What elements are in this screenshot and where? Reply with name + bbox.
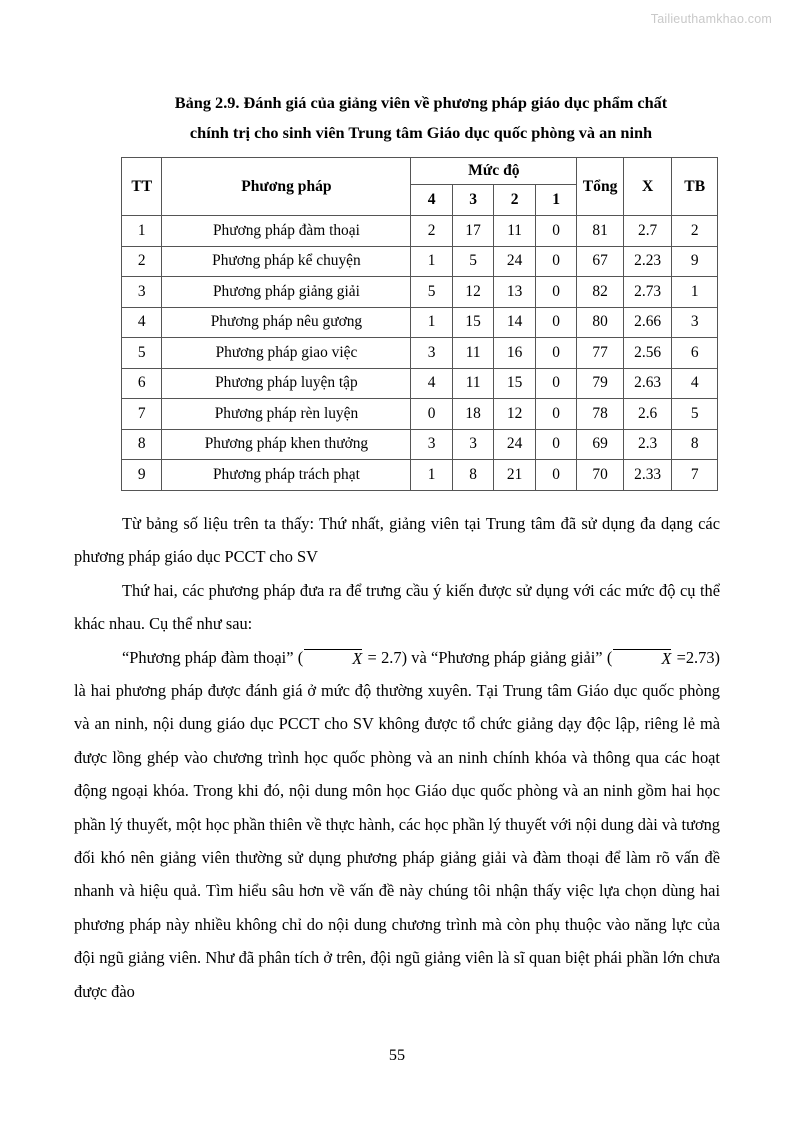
cell-method: Phương pháp giảng giải — [162, 277, 411, 308]
cell-level-2: 24 — [494, 429, 535, 460]
cell-rank: 8 — [672, 429, 718, 460]
header-level-1: 1 — [535, 185, 576, 216]
cell-method: Phương pháp trách phạt — [162, 460, 411, 491]
cell-level-3: 17 — [452, 216, 493, 247]
cell-rank: 2 — [672, 216, 718, 247]
cell-level-4: 3 — [411, 338, 452, 369]
cell-mean: 2.3 — [623, 429, 672, 460]
table-row — [122, 216, 718, 247]
cell-mean: 2.33 — [623, 460, 672, 491]
table-row — [122, 429, 718, 460]
cell-tt: 6 — [122, 368, 162, 399]
cell-level-2: 15 — [494, 368, 535, 399]
cell-level-1: 0 — [535, 338, 576, 369]
cell-rank: 3 — [672, 307, 718, 338]
cell-mean: 2.23 — [623, 246, 672, 277]
cell-method: Phương pháp đàm thoại — [162, 216, 411, 247]
paragraph-1: Từ bảng số liệu trên ta thấy: Thứ nhất, giảng viên tại Trung tâm đã sử dụng đa dạng các phương pháp giáo dục PCCT cho SV — [74, 514, 720, 567]
cell-total: 82 — [577, 277, 624, 308]
cell-level-4: 5 — [411, 277, 452, 308]
cell-level-4: 3 — [411, 429, 452, 460]
cell-mean: 2.63 — [623, 368, 672, 399]
table-header — [122, 158, 718, 216]
cell-tt: 4 — [122, 307, 162, 338]
cell-level-1: 0 — [535, 216, 576, 247]
header-level-group: Mức độ — [411, 158, 577, 185]
header-tt: TT — [122, 158, 162, 216]
header-level-4: 4 — [411, 185, 452, 216]
x-bar-symbol-1: X — [304, 649, 362, 667]
cell-mean: 2.6 — [623, 399, 672, 430]
table-row — [122, 338, 718, 369]
cell-level-2: 24 — [494, 246, 535, 277]
cell-level-3: 15 — [452, 307, 493, 338]
cell-level-2: 13 — [494, 277, 535, 308]
cell-method: Phương pháp nêu gương — [162, 307, 411, 338]
table-caption-line-2: chính trị cho sinh viên Trung tâm Giáo dục quốc phòng và an ninh — [189, 123, 653, 142]
cell-level-2: 11 — [494, 216, 535, 247]
table-row — [122, 307, 718, 338]
evaluation-table-container — [121, 157, 718, 491]
table-caption-line-1: Bảng 2.9. Đánh giá của giảng viên về phương pháp giáo dục phẩm chất — [174, 93, 668, 112]
cell-level-3: 18 — [452, 399, 493, 430]
cell-total: 81 — [577, 216, 624, 247]
cell-total: 78 — [577, 399, 624, 430]
table-row — [122, 246, 718, 277]
cell-method: Phương pháp khen thưởng — [162, 429, 411, 460]
header-level-2: 2 — [494, 185, 535, 216]
cell-total: 67 — [577, 246, 624, 277]
paragraph-3-segment-2: = 2.7) và “Phương pháp giảng giải” ( — [363, 647, 613, 667]
cell-level-4: 2 — [411, 216, 452, 247]
cell-level-1: 0 — [535, 460, 576, 491]
cell-level-2: 16 — [494, 338, 535, 369]
cell-rank: 6 — [672, 338, 718, 369]
cell-tt: 3 — [122, 277, 162, 308]
cell-rank: 5 — [672, 399, 718, 430]
cell-level-3: 3 — [452, 429, 493, 460]
cell-method: Phương pháp giao việc — [162, 338, 411, 369]
cell-method: Phương pháp luyện tập — [162, 368, 411, 399]
watermark-text: Tailieuthamkhao.com — [650, 12, 772, 26]
cell-rank: 7 — [672, 460, 718, 491]
cell-level-1: 0 — [535, 429, 576, 460]
table-body — [122, 216, 718, 491]
cell-level-4: 4 — [411, 368, 452, 399]
cell-mean: 2.66 — [623, 307, 672, 338]
cell-rank: 9 — [672, 246, 718, 277]
cell-rank: 1 — [672, 277, 718, 308]
header-mean: X — [623, 158, 672, 216]
header-rank: TB — [672, 158, 718, 216]
cell-level-4: 1 — [411, 460, 452, 491]
paragraph-2: Thứ hai, các phương pháp đưa ra để trưng cầu ý kiến được sử dụng với các mức độ cụ thể khác nhau. Cụ thể như sau: — [74, 580, 720, 634]
cell-tt: 8 — [122, 429, 162, 460]
cell-tt: 1 — [122, 216, 162, 247]
cell-level-3: 11 — [452, 368, 493, 399]
cell-method: Phương pháp kể chuyện — [162, 246, 411, 277]
cell-mean: 2.7 — [623, 216, 672, 247]
cell-level-4: 1 — [411, 246, 452, 277]
table-row — [122, 460, 718, 491]
cell-tt: 7 — [122, 399, 162, 430]
cell-total: 80 — [577, 307, 624, 338]
cell-level-3: 12 — [452, 277, 493, 308]
cell-level-2: 21 — [494, 460, 535, 491]
cell-level-3: 8 — [452, 460, 493, 491]
cell-tt: 2 — [122, 246, 162, 277]
cell-tt: 5 — [122, 338, 162, 369]
cell-level-3: 11 — [452, 338, 493, 369]
cell-rank: 4 — [672, 368, 718, 399]
header-total: Tổng — [577, 158, 624, 216]
cell-total: 70 — [577, 460, 624, 491]
cell-level-1: 0 — [535, 277, 576, 308]
cell-method: Phương pháp rèn luyện — [162, 399, 411, 430]
header-level-3: 3 — [452, 185, 493, 216]
body-text — [74, 507, 720, 1008]
page-number: 55 — [388, 1046, 406, 1064]
cell-tt: 9 — [122, 460, 162, 491]
cell-mean: 2.56 — [623, 338, 672, 369]
paragraph-3-segment-3: =2.73) là hai phương pháp được đánh giá ở mức độ thường xuyên. Tại Trung tâm Giáo dục quốc phòng và an ninh, nội dung giáo dục PCCT cho SV không được tổ chức giảng dạy độc lập, riêng lẻ mà được lồng ghép vào chương trình học quốc phòng và an ninh chính khóa và thông qua các hoạt động ngoại khóa. Trong khi đó, nội dung môn học Giáo dục quốc phòng và an ninh gồm hai học phần lý thuyết, một học phần thiên về thực hành, các học phần lý thuyết với nội dung dài và tương đối khó nên giảng viên thường sử dụng phương pháp giảng giải và đàm thoại để làm rõ vấn đề nhanh và hiệu quả. Tìm hiểu sâu hơn về vấn đề này chúng tôi nhận thấy việc lựa chọn dùng hai phương pháp này nhiều không chỉ do nội dung chương trình mà còn phụ thuộc vào năng lực của đội ngũ giảng viên. Như đã phân tích ở trên, đội ngũ giảng viên là sĩ quan biệt phái phần lớn chưa được đào — [74, 647, 720, 1001]
table-row — [122, 277, 718, 308]
cell-level-3: 5 — [452, 246, 493, 277]
cell-level-1: 0 — [535, 399, 576, 430]
evaluation-table — [121, 157, 718, 491]
cell-level-2: 12 — [494, 399, 535, 430]
cell-level-1: 0 — [535, 246, 576, 277]
table-row — [122, 399, 718, 430]
cell-level-4: 0 — [411, 399, 452, 430]
cell-total: 79 — [577, 368, 624, 399]
cell-level-2: 14 — [494, 307, 535, 338]
cell-total: 77 — [577, 338, 624, 369]
cell-level-1: 0 — [535, 368, 576, 399]
cell-total: 69 — [577, 429, 624, 460]
cell-level-1: 0 — [535, 307, 576, 338]
cell-mean: 2.73 — [623, 277, 672, 308]
paragraph-3 — [74, 641, 720, 1008]
cell-level-4: 1 — [411, 307, 452, 338]
table-caption — [121, 88, 721, 148]
table-row — [122, 368, 718, 399]
x-bar-symbol-2: X — [613, 649, 671, 667]
header-method: Phương pháp — [162, 158, 411, 216]
paragraph-3-segment-1: “Phương pháp đàm thoại” ( — [122, 647, 304, 667]
